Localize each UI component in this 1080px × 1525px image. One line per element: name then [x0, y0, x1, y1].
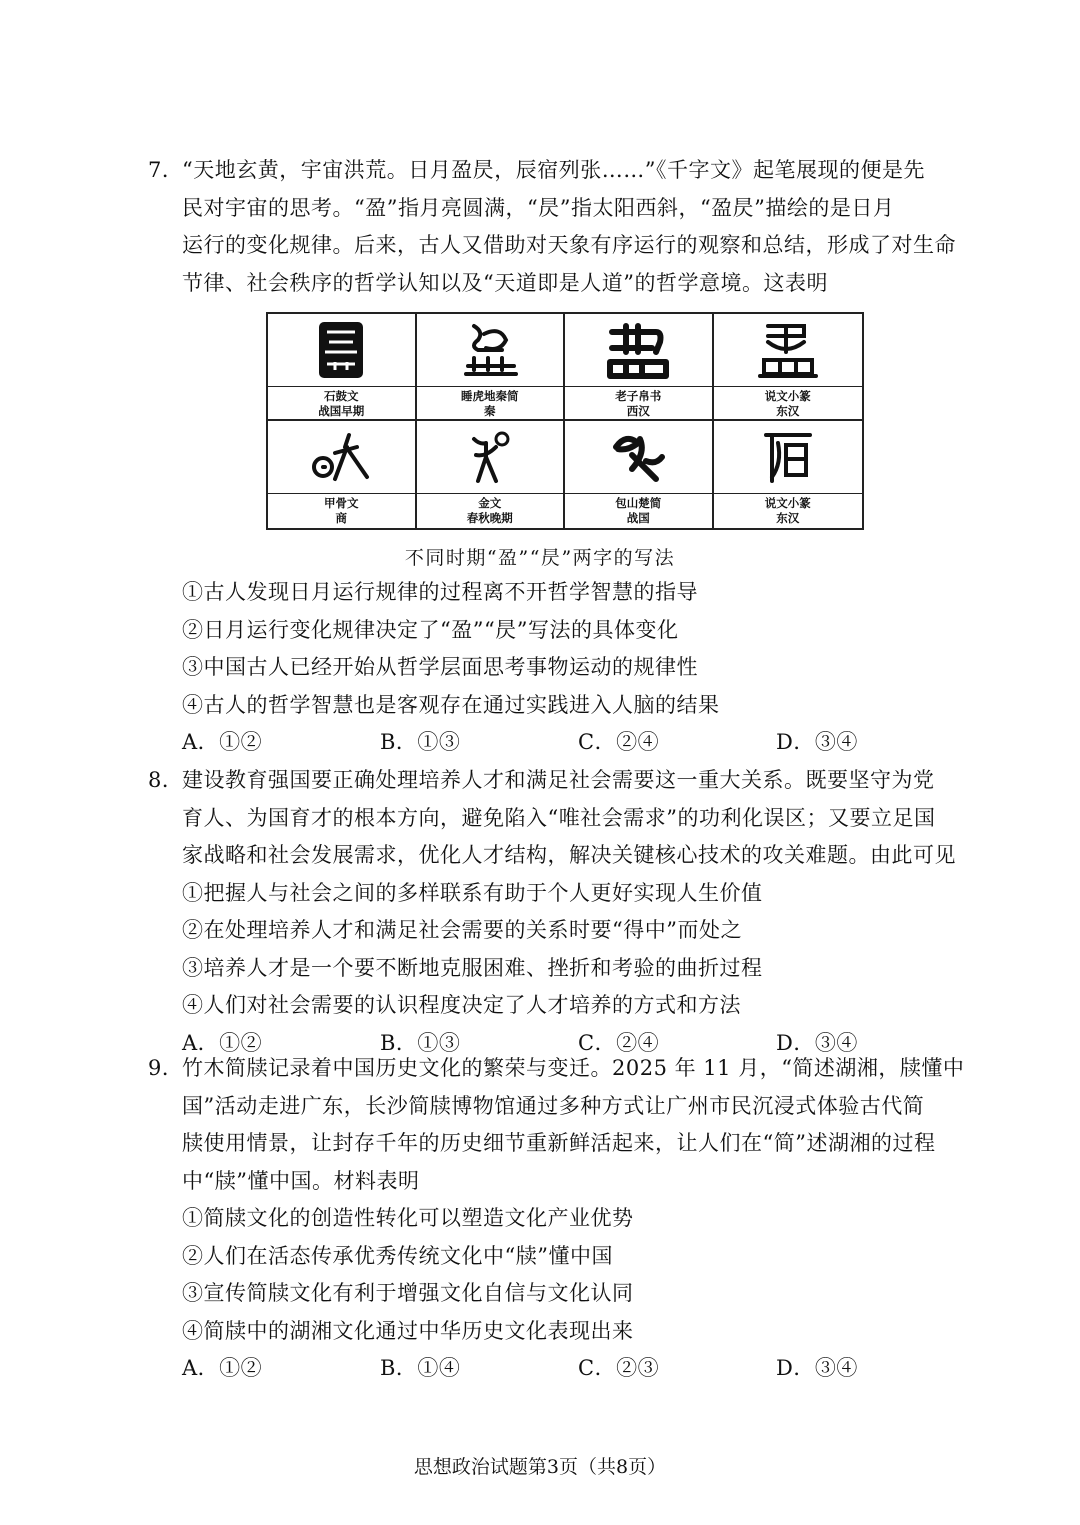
- figure-cell: [417, 314, 566, 421]
- figure-cell: [565, 314, 714, 421]
- script-name: 说文小篆: [764, 389, 811, 403]
- option-statement: ②人们在活态传承优秀传统文化中“牍”懂中国: [182, 1243, 613, 1268]
- script-name: 金文: [478, 496, 502, 510]
- choice-d[interactable]: D．③④: [776, 730, 858, 754]
- question-stem: [182, 762, 968, 875]
- question-7: [148, 152, 968, 302]
- ying-boshu-glyph: [565, 314, 712, 386]
- figure-cell: [268, 314, 417, 421]
- option-statement: ③宣传简牍文化有利于增强文化自信与文化认同: [182, 1281, 634, 1305]
- figure-cell: [714, 314, 863, 421]
- script-name: 老子帛书: [615, 389, 662, 403]
- choice-d[interactable]: D．③④: [776, 1356, 858, 1380]
- stem-line: “天地玄黄，宇宙洪荒。日月盈昃，辰宿列张……”《千字文》起笔展现的便是先: [182, 158, 925, 182]
- script-period: 春秋晚期: [466, 511, 513, 525]
- ying-shigu-glyph: [268, 314, 415, 386]
- choice-c[interactable]: C．②③: [578, 1356, 660, 1380]
- stem-line: 民对宇宙的思考。“盈”指月亮圆满，“昃”指太阳西斜，“盈昃”描绘的是日月: [182, 195, 895, 220]
- stem-line: 国”活动走进广东，长沙简牍博物馆通过多种方式让广州市民沉浸式体验古代简: [182, 1093, 925, 1118]
- choice-a[interactable]: A．①②: [182, 1356, 263, 1380]
- question-number: 7．: [148, 158, 184, 182]
- script-period: 商: [335, 511, 347, 525]
- figure-cell: [417, 421, 566, 528]
- answer-choices: [182, 724, 968, 762]
- option-statement: ①简牍文化的创造性转化可以塑造文化产业优势: [182, 1206, 634, 1230]
- script-period: 东汉: [776, 404, 800, 418]
- choice-c[interactable]: C．②④: [578, 1030, 660, 1055]
- character-evolution-figure: [266, 312, 864, 530]
- question-stem: [182, 1050, 968, 1200]
- option-statement: ④古人的哲学智慧也是客观存在通过实践进入人脑的结果: [182, 692, 720, 717]
- option-statement: ③中国古人已经开始从哲学层面思考事物运动的规律性: [182, 655, 698, 679]
- figure-cell: [714, 421, 863, 528]
- question-9: [148, 1050, 968, 1388]
- stem-line: 育人、为国育才的根本方向，避免陷入“唯社会需求”的功利化误区；又要立足国: [182, 805, 936, 830]
- ze-xiaozhuan-glyph: [714, 421, 863, 493]
- stem-line: 节律、社会秩序的哲学认知以及“天道即是人道”的哲学意境。这表明: [182, 270, 828, 295]
- question-number: 8．: [148, 768, 184, 792]
- ying-xiaozhuan-glyph: [714, 314, 863, 386]
- figure-cell: [268, 421, 417, 528]
- option-statement: ①古人发现日月运行规律的过程离不开哲学智慧的指导: [182, 580, 698, 604]
- option-statement: ①把握人与社会之间的多样联系有助于个人更好实现人生价值: [182, 880, 763, 905]
- choice-d[interactable]: D．③④: [776, 1030, 858, 1055]
- figure-cell: [565, 421, 714, 528]
- stem-line: 家战略和社会发展需求，优化人才结构，解决关键核心技术的攻关难题。由此可见: [182, 843, 956, 867]
- script-period: 战国早期: [318, 404, 365, 418]
- choice-b[interactable]: B．①③: [380, 730, 461, 754]
- choice-a[interactable]: A．①②: [182, 730, 263, 754]
- question-8: [148, 762, 968, 1062]
- script-period: 战国: [626, 511, 650, 525]
- option-statement: ②日月运行变化规律决定了“盈”“昃”写法的具体变化: [182, 617, 679, 642]
- stem-line: 牍使用情景，让封存千年的历史细节重新鲜活起来，让人们在“简”述湖湘的过程: [182, 1131, 936, 1155]
- choice-a[interactable]: A．①②: [182, 1030, 263, 1055]
- ze-jiagu-glyph: [268, 421, 415, 493]
- question-stem: [182, 152, 968, 302]
- stem-line: 竹木简牍记录着中国历史文化的繁荣与变迁。2025 年 11 月，“简述湖湘，牍懂中: [182, 1056, 965, 1080]
- stem-line: 运行的变化规律。后来，古人又借助对天象有序运行的观察和总结，形成了对生命: [182, 233, 956, 257]
- choice-c[interactable]: C．②④: [578, 730, 660, 754]
- stem-line: 中“牍”懂中国。材料表明: [182, 1168, 420, 1193]
- option-statement: ④简牍中的湖湘文化通过中华历史文化表现出来: [182, 1318, 634, 1343]
- figure-caption: 不同时期“盈”“昃”两字的写法: [404, 547, 676, 569]
- ze-chujian-glyph: [565, 421, 712, 493]
- script-name: 睡虎地秦简: [461, 389, 519, 403]
- script-period: 西汉: [626, 404, 650, 418]
- option-statement: ②在处理培养人才和满足社会需要的关系时要“得中”而处之: [182, 918, 742, 942]
- ying-qinjian-glyph: [417, 314, 564, 386]
- choice-b[interactable]: B．①④: [380, 1356, 461, 1380]
- option-statement: ④人们对社会需要的认识程度决定了人才培养的方式和方法: [182, 993, 741, 1017]
- ze-jinwen-glyph: [417, 421, 564, 493]
- script-name: 甲骨文: [324, 496, 359, 510]
- script-period: 东汉: [776, 511, 800, 525]
- script-period: 秦: [484, 404, 496, 418]
- option-statement: ③培养人才是一个要不断地克服困难、挫折和考验的曲折过程: [182, 955, 763, 980]
- stem-line: 建设教育强国要正确处理培养人才和满足社会需要这一重大关系。既要坚守为党: [182, 768, 935, 792]
- script-name: 说文小篆: [764, 496, 811, 510]
- question-7-options: [148, 574, 968, 762]
- choice-b[interactable]: B．①③: [380, 1030, 461, 1055]
- question-number: 9．: [148, 1056, 184, 1080]
- script-name: 石鼓文: [324, 389, 359, 403]
- script-name: 包山楚简: [615, 496, 662, 510]
- answer-choices: [182, 1350, 968, 1388]
- page-footer: 思想政治试题第3页（共8页）: [413, 1456, 667, 1478]
